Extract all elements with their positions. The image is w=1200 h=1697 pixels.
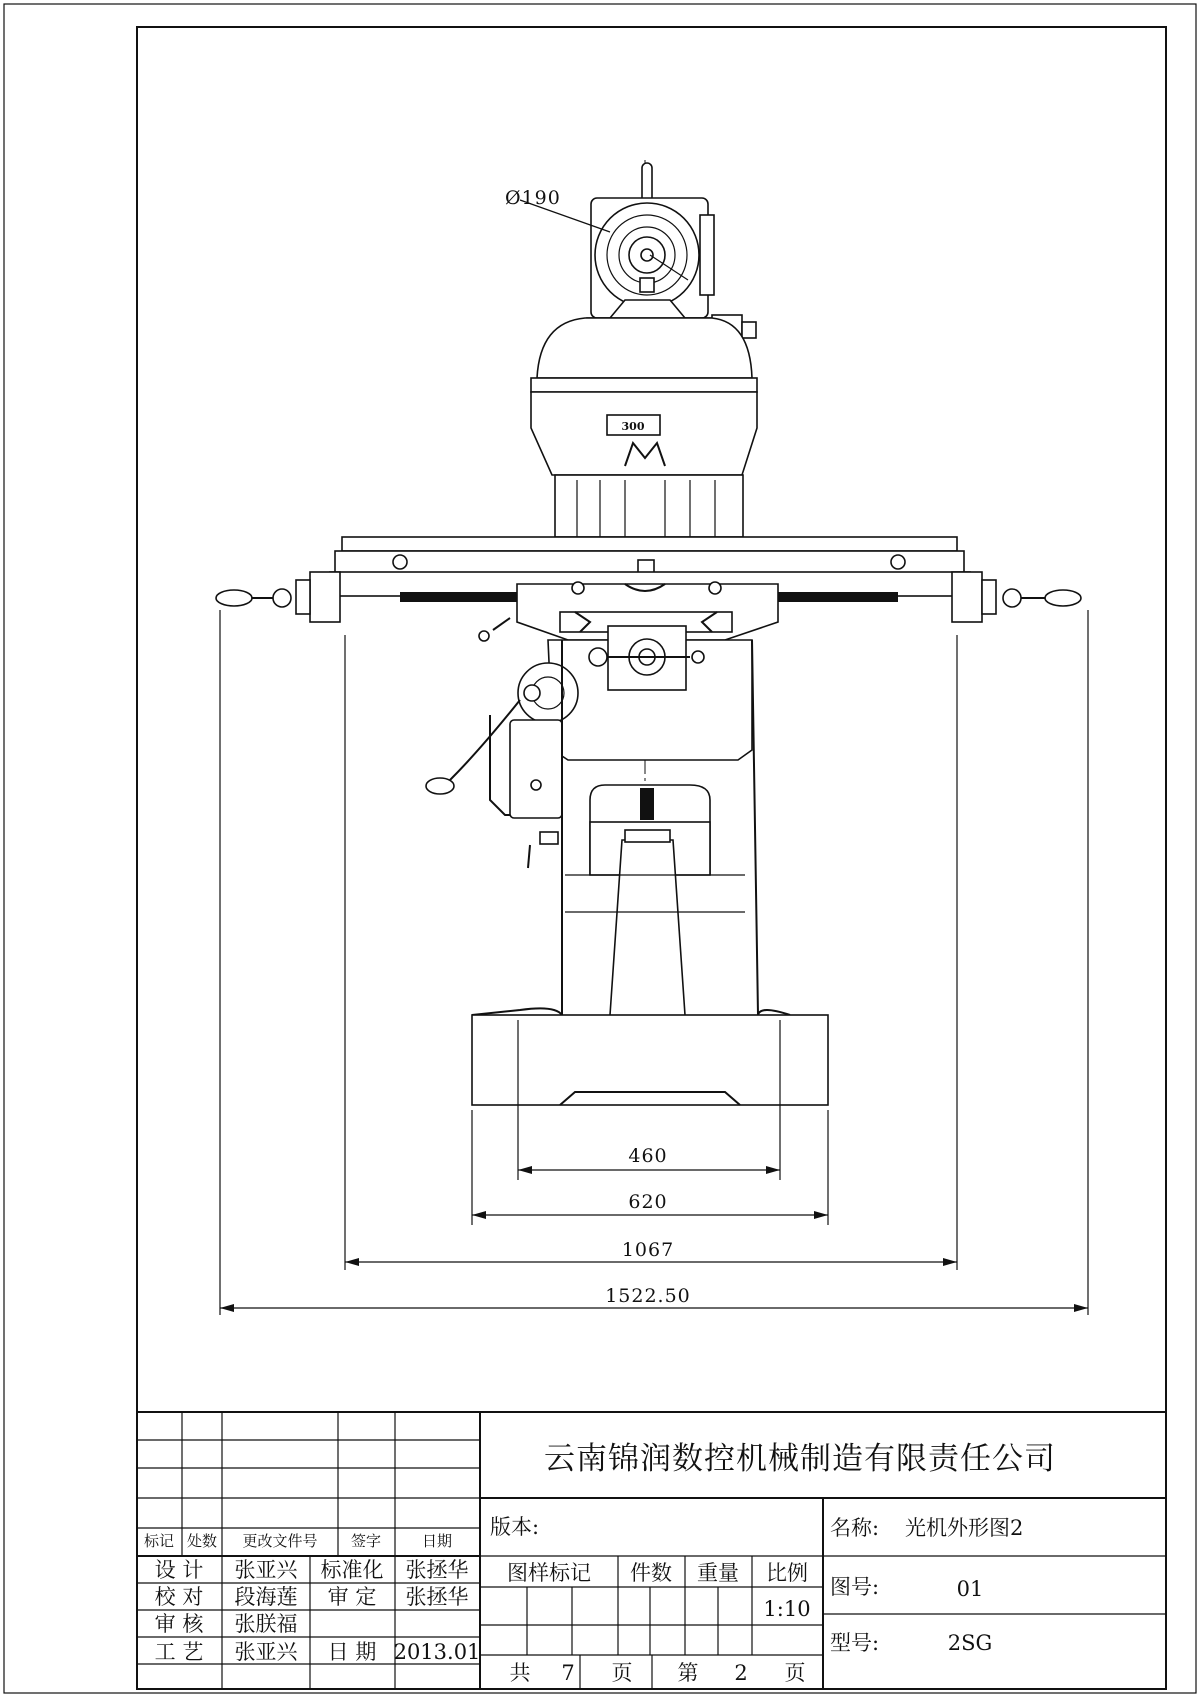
arrow [814, 1211, 828, 1219]
right-end-bracket [952, 572, 982, 622]
arrow [766, 1166, 780, 1174]
right-handle-grip [1045, 590, 1081, 606]
dim-620: 620 [628, 1191, 668, 1213]
role-review: 审 核 [154, 1612, 204, 1636]
table-bolt-right [891, 555, 905, 569]
dim-1067: 1067 [621, 1239, 675, 1261]
page-unit: 页 [784, 1661, 806, 1685]
rev-header-doc: 更改文件号 [242, 1532, 318, 1550]
knee-motor [510, 720, 562, 818]
knee-bracket [540, 832, 558, 844]
arrow [1074, 1304, 1088, 1312]
crank-grip [426, 778, 454, 794]
head-side-boss [700, 215, 714, 295]
name-design: 张亚兴 [234, 1558, 298, 1582]
name-check: 段海莲 [234, 1585, 298, 1609]
elevating-column [610, 840, 685, 1015]
knee-lever-ball [479, 631, 489, 641]
total-unit: 页 [611, 1661, 633, 1685]
left-dial [296, 580, 310, 614]
version-label: 版本: [490, 1515, 540, 1539]
drawing-name: 光机外形图2 [905, 1516, 1024, 1540]
total-value: 7 [561, 1661, 575, 1685]
name-review: 张朕福 [234, 1612, 298, 1636]
company-name: 云南锦润数控机械制造有限责任公司 [544, 1441, 1056, 1477]
drawbar-top [642, 163, 652, 203]
model-value: 2SG [947, 1631, 993, 1655]
arrow [518, 1166, 532, 1174]
column-lower-right [752, 640, 790, 1015]
date-value: 2013.01 [393, 1640, 481, 1664]
pieces-label: 件数 [630, 1561, 672, 1585]
saddle-lock-left [572, 582, 584, 594]
column-collar [625, 830, 670, 842]
name-label: 名称: [830, 1516, 880, 1540]
milling-machine-front-view [216, 160, 1081, 1105]
saddle-lock-right [709, 582, 721, 594]
drawing-no-label: 图号: [830, 1575, 880, 1599]
name-standard: 张拯华 [405, 1558, 469, 1582]
page-value: 2 [734, 1661, 748, 1685]
rev-header-date: 日期 [421, 1532, 453, 1550]
scale-label: 比例 [766, 1561, 808, 1585]
way-cover-left [400, 592, 520, 602]
drawing-no: 01 [956, 1577, 984, 1601]
role-date: 日 期 [327, 1640, 377, 1664]
right-hub [1003, 589, 1021, 607]
role-design: 设 计 [154, 1558, 204, 1582]
left-handle-grip [216, 590, 252, 606]
name-approve: 张拯华 [405, 1585, 469, 1609]
name-process: 张亚兴 [234, 1640, 298, 1664]
total-label: 共 [509, 1661, 531, 1685]
scale-value: 1:10 [763, 1597, 811, 1621]
role-check: 校 对 [154, 1585, 204, 1609]
elevating-shaft [524, 685, 540, 701]
ram-band [531, 378, 757, 392]
rev-header-mark: 标记 [143, 1532, 175, 1550]
spindle-bore [641, 249, 653, 261]
arrow [472, 1211, 486, 1219]
head-motor-cap [742, 322, 756, 338]
rev-header-count: 处数 [186, 1532, 218, 1550]
ram-top [537, 318, 752, 378]
dim-1522-50: 1522.50 [605, 1285, 691, 1307]
table-top [342, 537, 957, 551]
left-end-bracket [310, 572, 340, 622]
role-approve: 审 定 [327, 1585, 377, 1609]
rev-header-sign: 签字 [350, 1532, 382, 1550]
knee-lever [493, 618, 510, 630]
weight-label: 重量 [697, 1561, 739, 1585]
spindle-key [640, 278, 654, 292]
dim-460: 460 [628, 1145, 668, 1167]
role-process: 工 艺 [154, 1640, 204, 1664]
left-hub [273, 589, 291, 607]
knee-lower-lever [528, 845, 530, 868]
model-label: 型号: [830, 1631, 880, 1655]
dim-phi-190: Ø190 [505, 187, 561, 209]
page-label: 第 [677, 1661, 699, 1685]
arrow [943, 1258, 957, 1266]
title-block [137, 1412, 1166, 1689]
nameplate-text: 300 [621, 420, 645, 433]
way-cover-right [778, 592, 898, 602]
table-bolt-left [393, 555, 407, 569]
right-dial [982, 580, 996, 614]
cross-feed-knob-right [692, 651, 704, 663]
elevating-screw [640, 788, 654, 820]
sample-mark-label: 图样标记 [507, 1561, 591, 1585]
arrow [220, 1304, 234, 1312]
arrow [345, 1258, 359, 1266]
role-standard: 标准化 [320, 1558, 384, 1582]
knee-motor-bolt [531, 780, 541, 790]
cross-feed-knob-left [589, 648, 607, 666]
